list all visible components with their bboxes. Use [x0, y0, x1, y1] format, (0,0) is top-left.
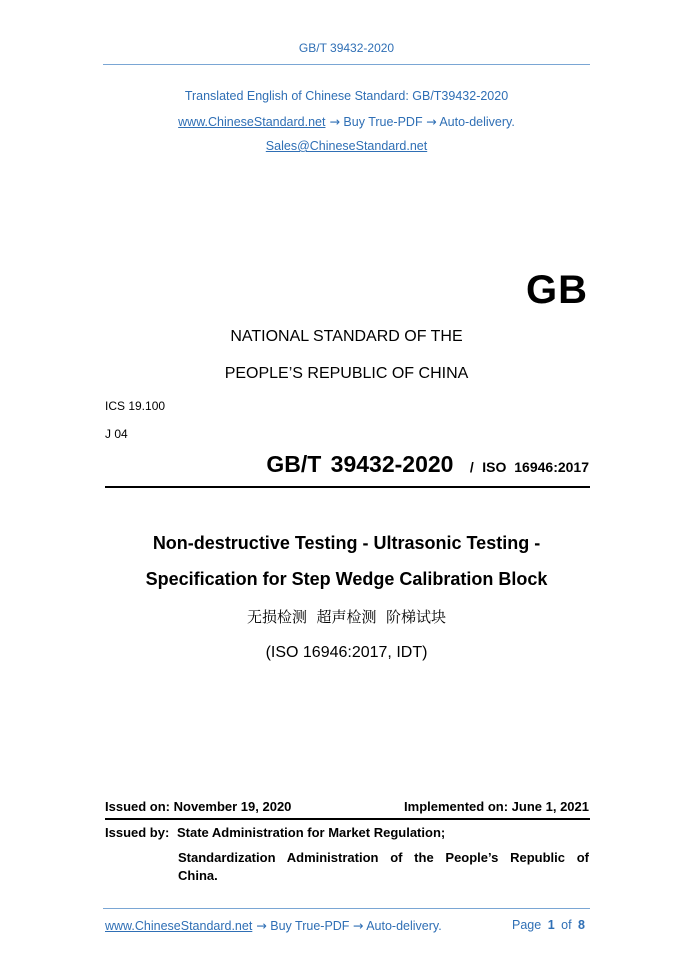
footer-site-link[interactable]: www.ChineseStandard.net	[105, 919, 253, 933]
footer-divider	[103, 908, 590, 909]
issued-by-label: Issued by:	[105, 825, 170, 840]
national-standard-line1: NATIONAL STANDARD OF THE	[230, 328, 463, 345]
of-label: of	[561, 918, 572, 932]
promo-buy-text: Buy True-PDF	[339, 115, 427, 129]
issued-on-date: Issued on: November 19, 2020	[105, 799, 292, 814]
running-header: GB/T 39432-2020	[298, 41, 395, 55]
implemented-on-date: Implemented on: June 1, 2021	[404, 799, 589, 814]
page-total: 8	[578, 918, 585, 932]
national-standard-line2: PEOPLE’S REPUBLIC OF CHINA	[224, 365, 469, 382]
footer-auto-text: Auto-delivery.	[363, 919, 442, 933]
promo-site-link[interactable]: www.ChineseStandard.net	[178, 115, 326, 129]
header-divider	[103, 64, 590, 65]
issuer-sac-line2: China.	[178, 868, 218, 883]
promo-email-link[interactable]: Sales@ChineseStandard.net	[265, 139, 428, 153]
ics-code: ICS 19.100	[105, 399, 166, 413]
standard-number-rule	[105, 486, 590, 488]
footer-buy-line	[105, 918, 442, 933]
iso-number: ISO 16946:2017	[482, 459, 589, 475]
title-line1: Non-destructive Testing - Ultrasonic Testing -	[152, 533, 541, 553]
standard-number: GB/T 39432-2020	[266, 451, 454, 477]
arrow-right-icon: →	[256, 918, 267, 933]
ccs-code: J 04	[105, 427, 128, 441]
arrow-right-icon: →	[426, 114, 437, 129]
standard-number-row	[266, 451, 589, 478]
dates-rule	[105, 818, 590, 820]
promo-auto-text: Auto-delivery.	[436, 115, 515, 129]
title-line2: Specification for Step Wedge Calibration Block	[145, 569, 548, 589]
page-number: 1	[547, 918, 555, 932]
page-label: Page	[512, 918, 542, 932]
promo-buy-line	[0, 114, 693, 129]
page-counter	[512, 918, 585, 932]
issuer-samr: State Administration for Market Regulation;	[177, 825, 446, 840]
number-separator: /	[469, 459, 474, 475]
promo-translation-line: Translated English of Chinese Standard: GB/T39432-2020	[184, 89, 509, 103]
footer-buy-text: Buy True-PDF	[266, 919, 353, 933]
issuer-sac-line1: Standardization Administration of the People’s Republic of	[178, 850, 589, 865]
promo-email-line	[0, 139, 693, 153]
chinese-title: 无损检测 超声检测 阶梯试块	[246, 608, 447, 626]
arrow-right-icon: →	[329, 114, 340, 129]
iso-equivalence: (ISO 16946:2017, IDT)	[265, 644, 428, 661]
gb-mark: GB	[526, 268, 588, 312]
arrow-right-icon: →	[352, 918, 364, 933]
